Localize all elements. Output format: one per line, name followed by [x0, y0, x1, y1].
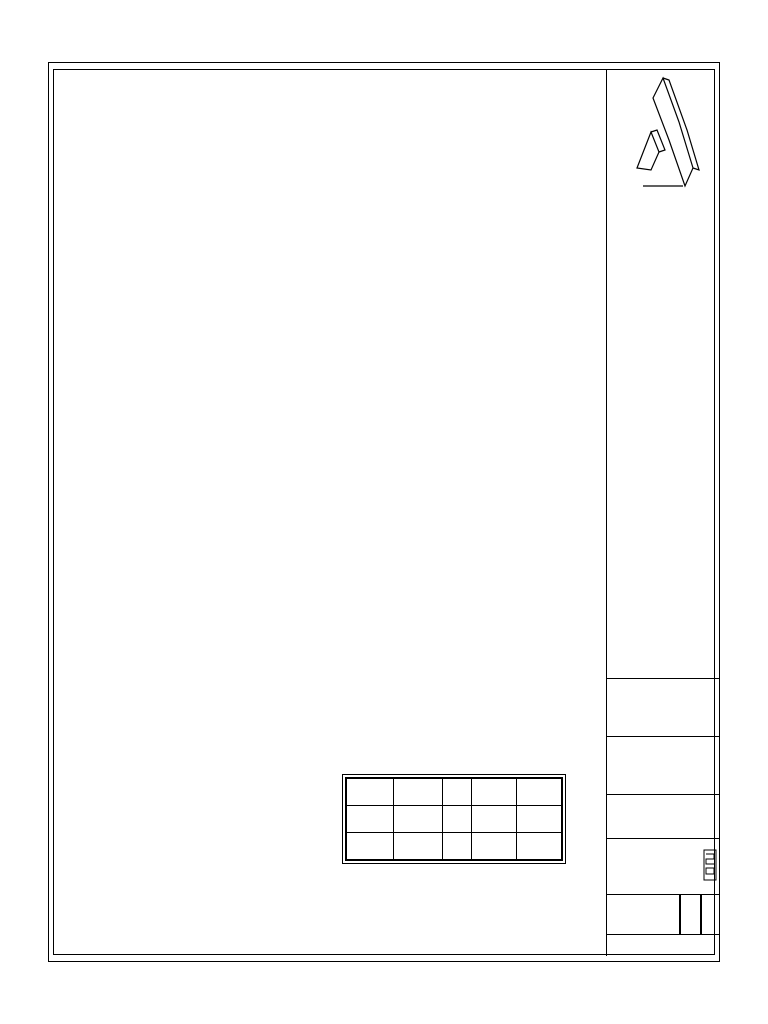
column-sections-table [345, 777, 563, 861]
table-cell [394, 833, 443, 861]
general-notes-list [609, 266, 717, 267]
table-cell [346, 833, 394, 861]
table-header-cell [394, 778, 443, 806]
table-header-row [346, 778, 562, 806]
date-cell [607, 894, 720, 934]
instructor-cell [607, 838, 720, 894]
stamp-icon [703, 849, 717, 881]
project-name-cell [607, 736, 720, 794]
structural-engineer-cell [607, 794, 720, 838]
table-header-cell [443, 778, 472, 806]
table-header-cell [517, 778, 563, 806]
table-cell [346, 806, 394, 833]
drawing-sheet [48, 62, 720, 962]
table-cell [472, 806, 517, 833]
drawing-frame [53, 69, 715, 955]
table-header-cell [346, 778, 394, 806]
company-logo-icon [607, 70, 719, 200]
table-cell [517, 833, 563, 861]
table-row [346, 833, 562, 861]
table-cell [443, 806, 472, 833]
table-cell [472, 833, 517, 861]
table-header-cell [472, 778, 517, 806]
layout-name-cell [607, 678, 720, 736]
table-cell [443, 833, 472, 861]
scale-cell [607, 934, 720, 956]
table-cell [394, 806, 443, 833]
table-row [346, 806, 562, 833]
table-cell [517, 806, 563, 833]
title-block [606, 70, 720, 956]
